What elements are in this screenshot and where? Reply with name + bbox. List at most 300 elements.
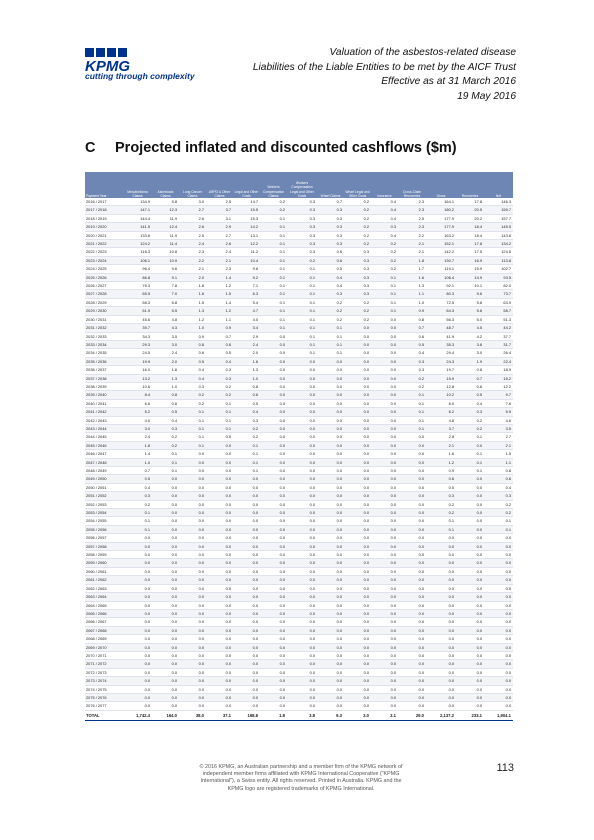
payment-year-cell: 2022 / 2023 bbox=[85, 248, 123, 256]
value-cell: 0.2 bbox=[152, 441, 179, 449]
total-cell: 3.0 bbox=[344, 710, 371, 720]
table-row bbox=[85, 391, 513, 399]
value-cell: 0.1 bbox=[206, 408, 233, 416]
value-cell: 0.0 bbox=[233, 609, 260, 617]
value-cell: 56.3 bbox=[426, 315, 456, 323]
value-cell: 0.0 bbox=[484, 534, 513, 542]
value-cell: 0.1 bbox=[260, 324, 287, 332]
value-cell: 0.0 bbox=[398, 441, 426, 449]
value-cell: 0.0 bbox=[456, 593, 484, 601]
value-cell: 5.6 bbox=[456, 307, 484, 315]
value-cell: 48.7 bbox=[426, 324, 456, 332]
value-cell: 1.8 bbox=[123, 441, 152, 449]
value-cell: 1.5 bbox=[206, 290, 233, 298]
value-cell: 5.6 bbox=[456, 298, 484, 306]
value-cell: 0.0 bbox=[371, 391, 398, 399]
value-cell: 8.4 bbox=[123, 391, 152, 399]
value-cell: 0.0 bbox=[317, 635, 344, 643]
value-cell: 0.0 bbox=[398, 651, 426, 659]
value-cell: 0.2 bbox=[344, 214, 371, 222]
payment-year-cell: 2070 / 2071 bbox=[85, 651, 123, 659]
value-cell: 0.9 bbox=[179, 332, 206, 340]
value-cell: 0.0 bbox=[317, 584, 344, 592]
value-cell: 92.1 bbox=[426, 282, 456, 290]
value-cell: 0.0 bbox=[344, 391, 371, 399]
value-cell: 0.0 bbox=[371, 475, 398, 483]
payment-year-cell: 2057 / 2058 bbox=[85, 542, 123, 550]
payment-year-cell: 2038 / 2039 bbox=[85, 382, 123, 390]
value-cell: 0.0 bbox=[484, 542, 513, 550]
value-cell: 0.3 bbox=[123, 492, 152, 500]
table-row bbox=[85, 593, 513, 601]
value-cell: 119.1 bbox=[426, 265, 456, 273]
value-cell: 0.0 bbox=[260, 332, 287, 340]
value-cell: 0.0 bbox=[484, 651, 513, 659]
value-cell: 0.0 bbox=[123, 668, 152, 676]
value-cell: 0.0 bbox=[260, 467, 287, 475]
column-header: ARPD & Other Claims bbox=[206, 172, 233, 198]
total-cell: 1,904.1 bbox=[484, 710, 513, 720]
value-cell: 2.2 bbox=[179, 256, 206, 264]
value-cell: 0.3 bbox=[426, 492, 456, 500]
value-cell: 0.0 bbox=[371, 492, 398, 500]
value-cell: 0.0 bbox=[456, 551, 484, 559]
value-cell: 0.0 bbox=[317, 517, 344, 525]
table-row bbox=[85, 525, 513, 533]
table-row bbox=[85, 265, 513, 273]
value-cell: 0.0 bbox=[456, 542, 484, 550]
value-cell: 31.7 bbox=[484, 340, 513, 348]
value-cell: 0.0 bbox=[260, 685, 287, 693]
value-cell: 0.2 bbox=[287, 256, 317, 264]
value-cell: 0.1 bbox=[317, 349, 344, 357]
table-row bbox=[85, 626, 513, 634]
value-cell: 0.0 bbox=[206, 567, 233, 575]
payment-year-cell: 2056 / 2057 bbox=[85, 534, 123, 542]
value-cell: 2.6 bbox=[206, 240, 233, 248]
table-row bbox=[85, 223, 513, 231]
value-cell: 0.0 bbox=[484, 626, 513, 634]
value-cell: 0.0 bbox=[123, 551, 152, 559]
value-cell: 0.3 bbox=[398, 357, 426, 365]
value-cell: 0.0 bbox=[287, 626, 317, 634]
value-cell: 0.0 bbox=[371, 349, 398, 357]
payment-year-cell: 2024 / 2025 bbox=[85, 265, 123, 273]
value-cell: 9.2 bbox=[233, 273, 260, 281]
value-cell: 0.0 bbox=[484, 685, 513, 693]
value-cell: 0.0 bbox=[179, 567, 206, 575]
value-cell: 0.0 bbox=[260, 441, 287, 449]
value-cell: 0.0 bbox=[371, 382, 398, 390]
value-cell: 0.0 bbox=[123, 542, 152, 550]
value-cell: 0.0 bbox=[398, 534, 426, 542]
value-cell: 0.2 bbox=[484, 500, 513, 508]
value-cell: 0.0 bbox=[398, 668, 426, 676]
value-cell: 1.2 bbox=[179, 315, 206, 323]
value-cell: 0.1 bbox=[179, 441, 206, 449]
value-cell: 0.0 bbox=[456, 483, 484, 491]
value-cell: 20.5 bbox=[456, 206, 484, 214]
value-cell: 0.0 bbox=[233, 576, 260, 584]
table-row bbox=[85, 433, 513, 441]
value-cell: 0.0 bbox=[426, 668, 456, 676]
value-cell: 1.4 bbox=[206, 273, 233, 281]
value-cell: 0.1 bbox=[287, 307, 317, 315]
table-row bbox=[85, 315, 513, 323]
value-cell: 0.5 bbox=[206, 349, 233, 357]
value-cell: 106.1 bbox=[123, 256, 152, 264]
value-cell: 0.0 bbox=[233, 483, 260, 491]
value-cell: 1.0 bbox=[398, 298, 426, 306]
value-cell: 1.1 bbox=[484, 458, 513, 466]
value-cell: 39.7 bbox=[123, 324, 152, 332]
table-row bbox=[85, 298, 513, 306]
table-row bbox=[85, 416, 513, 424]
value-cell: 0.0 bbox=[371, 651, 398, 659]
value-cell: 124.6 bbox=[484, 248, 513, 256]
value-cell: 0.0 bbox=[456, 685, 484, 693]
value-cell: 0.5 bbox=[152, 408, 179, 416]
value-cell: 0.4 bbox=[398, 349, 426, 357]
value-cell: 0.0 bbox=[344, 324, 371, 332]
value-cell: 0.0 bbox=[371, 534, 398, 542]
value-cell: 0.0 bbox=[371, 609, 398, 617]
value-cell: 4.0 bbox=[233, 315, 260, 323]
value-cell: 0.0 bbox=[426, 693, 456, 701]
value-cell: 2.3 bbox=[179, 248, 206, 256]
value-cell: 0.0 bbox=[260, 475, 287, 483]
value-cell: 0.2 bbox=[123, 500, 152, 508]
total-cell: 233.1 bbox=[456, 710, 484, 720]
value-cell: 0.0 bbox=[371, 643, 398, 651]
value-cell: 0.0 bbox=[398, 660, 426, 668]
value-cell: 0.0 bbox=[287, 416, 317, 424]
total-cell: 38.0 bbox=[179, 710, 206, 720]
value-cell: 0.0 bbox=[398, 559, 426, 567]
value-cell: 0.3 bbox=[484, 492, 513, 500]
value-cell: 180.2 bbox=[426, 206, 456, 214]
column-header: Workers Compensation Legal and Other Costs bbox=[287, 172, 317, 198]
value-cell: 86.8 bbox=[123, 273, 152, 281]
value-cell: 0.4 bbox=[123, 483, 152, 491]
value-cell: 0.0 bbox=[398, 677, 426, 685]
value-cell: 113.8 bbox=[484, 256, 513, 264]
total-cell: 1.8 bbox=[260, 710, 287, 720]
value-cell: 0.0 bbox=[344, 626, 371, 634]
value-cell: 0.0 bbox=[426, 685, 456, 693]
value-cell: 0.0 bbox=[398, 593, 426, 601]
payment-year-cell: 2053 / 2054 bbox=[85, 509, 123, 517]
value-cell: 2.2 bbox=[398, 231, 426, 239]
value-cell: 0.0 bbox=[260, 567, 287, 575]
value-cell: 12.2 bbox=[484, 382, 513, 390]
value-cell: 2.3 bbox=[398, 206, 426, 214]
value-cell: 0.2 bbox=[456, 424, 484, 432]
value-cell: 0.0 bbox=[317, 475, 344, 483]
value-cell: 0.0 bbox=[371, 357, 398, 365]
value-cell: 0.0 bbox=[260, 500, 287, 508]
value-cell: 0.0 bbox=[456, 525, 484, 533]
value-cell: 0.0 bbox=[484, 677, 513, 685]
value-cell: 0.0 bbox=[371, 618, 398, 626]
payment-year-cell: 2042 / 2043 bbox=[85, 416, 123, 424]
table-row bbox=[85, 349, 513, 357]
value-cell: 0.1 bbox=[260, 256, 287, 264]
value-cell: 0.0 bbox=[426, 567, 456, 575]
payment-year-cell: 2017 / 2018 bbox=[85, 206, 123, 214]
value-cell: 0.0 bbox=[456, 492, 484, 500]
value-cell: 0.8 bbox=[179, 340, 206, 348]
value-cell: 0.0 bbox=[484, 609, 513, 617]
value-cell: 16.9 bbox=[456, 256, 484, 264]
table-row bbox=[85, 450, 513, 458]
value-cell: 0.0 bbox=[287, 357, 317, 365]
value-cell: 0.0 bbox=[344, 399, 371, 407]
value-cell: 0.3 bbox=[287, 206, 317, 214]
table-row bbox=[85, 399, 513, 407]
value-cell: 0.0 bbox=[426, 584, 456, 592]
payment-year-cell: 2076 / 2077 bbox=[85, 702, 123, 710]
payment-year-cell: 2064 / 2065 bbox=[85, 601, 123, 609]
value-cell: 2.3 bbox=[206, 265, 233, 273]
value-cell: 0.0 bbox=[123, 618, 152, 626]
value-cell: 0.2 bbox=[426, 500, 456, 508]
value-cell: 8.0 bbox=[426, 399, 456, 407]
value-cell: 0.0 bbox=[287, 424, 317, 432]
value-cell: 0.0 bbox=[287, 391, 317, 399]
value-cell: 0.3 bbox=[371, 223, 398, 231]
value-cell: 0.0 bbox=[233, 492, 260, 500]
value-cell: 51.9 bbox=[123, 307, 152, 315]
value-cell: 0.1 bbox=[123, 517, 152, 525]
value-cell: 7.6 bbox=[484, 399, 513, 407]
value-cell: 0.1 bbox=[179, 416, 206, 424]
table-row bbox=[85, 668, 513, 676]
header-line-4: 19 May 2016 bbox=[457, 90, 516, 102]
value-cell: 0.0 bbox=[287, 559, 317, 567]
value-cell: 0.3 bbox=[344, 290, 371, 298]
value-cell: 3.1 bbox=[206, 214, 233, 222]
value-cell: 0.0 bbox=[344, 651, 371, 659]
value-cell: 0.0 bbox=[317, 601, 344, 609]
value-cell: 0.0 bbox=[484, 559, 513, 567]
value-cell: 0.0 bbox=[152, 660, 179, 668]
table-row bbox=[85, 273, 513, 281]
value-cell: 0.0 bbox=[317, 618, 344, 626]
value-cell: 0.0 bbox=[287, 450, 317, 458]
total-cell: 3.1 bbox=[371, 710, 398, 720]
value-cell: 0.0 bbox=[152, 677, 179, 685]
table-body bbox=[85, 198, 513, 710]
payment-year-cell: 2051 / 2052 bbox=[85, 492, 123, 500]
value-cell: 11.4 bbox=[152, 240, 179, 248]
value-cell: 0.0 bbox=[456, 601, 484, 609]
value-cell: 0.0 bbox=[344, 433, 371, 441]
table-row bbox=[85, 693, 513, 701]
value-cell: 0.2 bbox=[344, 240, 371, 248]
value-cell: 0.0 bbox=[287, 542, 317, 550]
value-cell: 0.3 bbox=[287, 231, 317, 239]
value-cell: 0.0 bbox=[260, 391, 287, 399]
value-cell: 0.1 bbox=[456, 450, 484, 458]
value-cell: 1.2 bbox=[206, 307, 233, 315]
value-cell: 0.0 bbox=[371, 525, 398, 533]
value-cell: 0.0 bbox=[233, 668, 260, 676]
value-cell: 102.7 bbox=[484, 265, 513, 273]
value-cell: 0.0 bbox=[287, 467, 317, 475]
value-cell: 0.0 bbox=[344, 517, 371, 525]
value-cell: 0.0 bbox=[123, 660, 152, 668]
value-cell: 0.0 bbox=[371, 416, 398, 424]
value-cell: 1.5 bbox=[484, 450, 513, 458]
value-cell: 0.1 bbox=[206, 416, 233, 424]
value-cell: 0.0 bbox=[206, 450, 233, 458]
value-cell: 0.0 bbox=[344, 332, 371, 340]
value-cell: 0.0 bbox=[179, 601, 206, 609]
value-cell: 0.2 bbox=[344, 223, 371, 231]
value-cell: 10.8 bbox=[152, 248, 179, 256]
section-title: Projected inflated and discounted cashflows ($m) bbox=[115, 140, 457, 156]
value-cell: 0.0 bbox=[287, 399, 317, 407]
value-cell: 0.0 bbox=[456, 609, 484, 617]
value-cell: 0.0 bbox=[179, 576, 206, 584]
value-cell: 2.4 bbox=[179, 240, 206, 248]
value-cell: 12.3 bbox=[152, 206, 179, 214]
value-cell: 0.0 bbox=[344, 534, 371, 542]
value-cell: 0.0 bbox=[260, 450, 287, 458]
value-cell: 0.0 bbox=[371, 584, 398, 592]
value-cell: 0.0 bbox=[152, 609, 179, 617]
value-cell: 0.2 bbox=[371, 240, 398, 248]
value-cell: 0.0 bbox=[152, 483, 179, 491]
value-cell: 0.0 bbox=[484, 551, 513, 559]
value-cell: 0.0 bbox=[179, 500, 206, 508]
value-cell: 0.0 bbox=[371, 517, 398, 525]
value-cell: 0.3 bbox=[317, 231, 344, 239]
value-cell: 0.0 bbox=[371, 601, 398, 609]
value-cell: 0.0 bbox=[344, 584, 371, 592]
value-cell: 0.0 bbox=[123, 584, 152, 592]
value-cell: 0.0 bbox=[371, 509, 398, 517]
value-cell: 0.0 bbox=[152, 593, 179, 601]
value-cell: 0.1 bbox=[317, 332, 344, 340]
value-cell: 0.0 bbox=[152, 668, 179, 676]
total-cell: 168.8 bbox=[233, 710, 260, 720]
value-cell: 0.0 bbox=[179, 643, 206, 651]
payment-year-cell: 2027 / 2028 bbox=[85, 290, 123, 298]
value-cell: 0.0 bbox=[206, 660, 233, 668]
value-cell: 7.8 bbox=[152, 282, 179, 290]
value-cell: 0.0 bbox=[344, 382, 371, 390]
value-cell: 0.0 bbox=[206, 433, 233, 441]
value-cell: 0.0 bbox=[179, 593, 206, 601]
value-cell: 0.0 bbox=[123, 677, 152, 685]
value-cell: 0.2 bbox=[371, 265, 398, 273]
value-cell: 0.0 bbox=[287, 618, 317, 626]
value-cell: 0.6 bbox=[398, 332, 426, 340]
table-row bbox=[85, 290, 513, 298]
value-cell: 0.0 bbox=[371, 685, 398, 693]
value-cell: 0.0 bbox=[179, 660, 206, 668]
value-cell: 2.0 bbox=[152, 357, 179, 365]
value-cell: 0.1 bbox=[398, 399, 426, 407]
value-cell: 0.0 bbox=[371, 626, 398, 634]
value-cell: 0.0 bbox=[287, 584, 317, 592]
value-cell: 0.2 bbox=[371, 248, 398, 256]
value-cell: 0.2 bbox=[484, 509, 513, 517]
value-cell: 0.2 bbox=[317, 298, 344, 306]
value-cell: 0.0 bbox=[206, 542, 233, 550]
value-cell: 0.0 bbox=[426, 643, 456, 651]
total-cell: 29.0 bbox=[398, 710, 426, 720]
value-cell: 0.3 bbox=[287, 214, 317, 222]
value-cell: 0.0 bbox=[206, 651, 233, 659]
value-cell: 1.6 bbox=[426, 450, 456, 458]
value-cell: 0.0 bbox=[426, 609, 456, 617]
value-cell: 24.5 bbox=[123, 349, 152, 357]
value-cell: 0.0 bbox=[260, 677, 287, 685]
value-cell: 0.0 bbox=[260, 399, 287, 407]
value-cell: 0.1 bbox=[233, 450, 260, 458]
table-row bbox=[85, 332, 513, 340]
value-cell: 0.0 bbox=[398, 685, 426, 693]
value-cell: 0.0 bbox=[426, 677, 456, 685]
payment-year-cell: 2039 / 2040 bbox=[85, 391, 123, 399]
value-cell: 0.0 bbox=[152, 618, 179, 626]
value-cell: 34.3 bbox=[123, 332, 152, 340]
value-cell: 0.6 bbox=[233, 391, 260, 399]
value-cell: 0.0 bbox=[233, 635, 260, 643]
value-cell: 2.4 bbox=[206, 248, 233, 256]
value-cell: 0.0 bbox=[371, 660, 398, 668]
value-cell: 0.0 bbox=[206, 593, 233, 601]
value-cell: 0.0 bbox=[426, 542, 456, 550]
value-cell: 0.6 bbox=[426, 475, 456, 483]
value-cell: 0.0 bbox=[260, 609, 287, 617]
value-cell: 0.0 bbox=[398, 475, 426, 483]
value-cell: 1.5 bbox=[179, 298, 206, 306]
logo-text: KPMG bbox=[85, 58, 130, 75]
value-cell: 10.6 bbox=[123, 382, 152, 390]
value-cell: 143.6 bbox=[484, 231, 513, 239]
value-cell: 0.0 bbox=[260, 357, 287, 365]
value-cell: 0.0 bbox=[260, 424, 287, 432]
value-cell: 0.0 bbox=[344, 408, 371, 416]
value-cell: 0.0 bbox=[317, 593, 344, 601]
value-cell: 18.4 bbox=[456, 223, 484, 231]
value-cell: 0.3 bbox=[456, 408, 484, 416]
value-cell: 0.0 bbox=[179, 475, 206, 483]
value-cell: 2.7 bbox=[206, 231, 233, 239]
value-cell: 2.4 bbox=[123, 433, 152, 441]
payment-year-cell: 2031 / 2032 bbox=[85, 324, 123, 332]
value-cell: 15.9 bbox=[456, 265, 484, 273]
table-row bbox=[85, 601, 513, 609]
value-cell: 0.0 bbox=[287, 382, 317, 390]
value-cell: 0.0 bbox=[179, 492, 206, 500]
value-cell: 177.9 bbox=[426, 223, 456, 231]
payment-year-cell: 2068 / 2069 bbox=[85, 635, 123, 643]
value-cell: 64.3 bbox=[426, 307, 456, 315]
value-cell: 0.0 bbox=[287, 551, 317, 559]
value-cell: 0.0 bbox=[123, 685, 152, 693]
value-cell: 0.0 bbox=[206, 576, 233, 584]
value-cell: 0.0 bbox=[398, 584, 426, 592]
value-cell: 20.2 bbox=[456, 214, 484, 222]
value-cell: 4.8 bbox=[152, 315, 179, 323]
value-cell: 0.2 bbox=[456, 416, 484, 424]
value-cell: 0.0 bbox=[398, 643, 426, 651]
